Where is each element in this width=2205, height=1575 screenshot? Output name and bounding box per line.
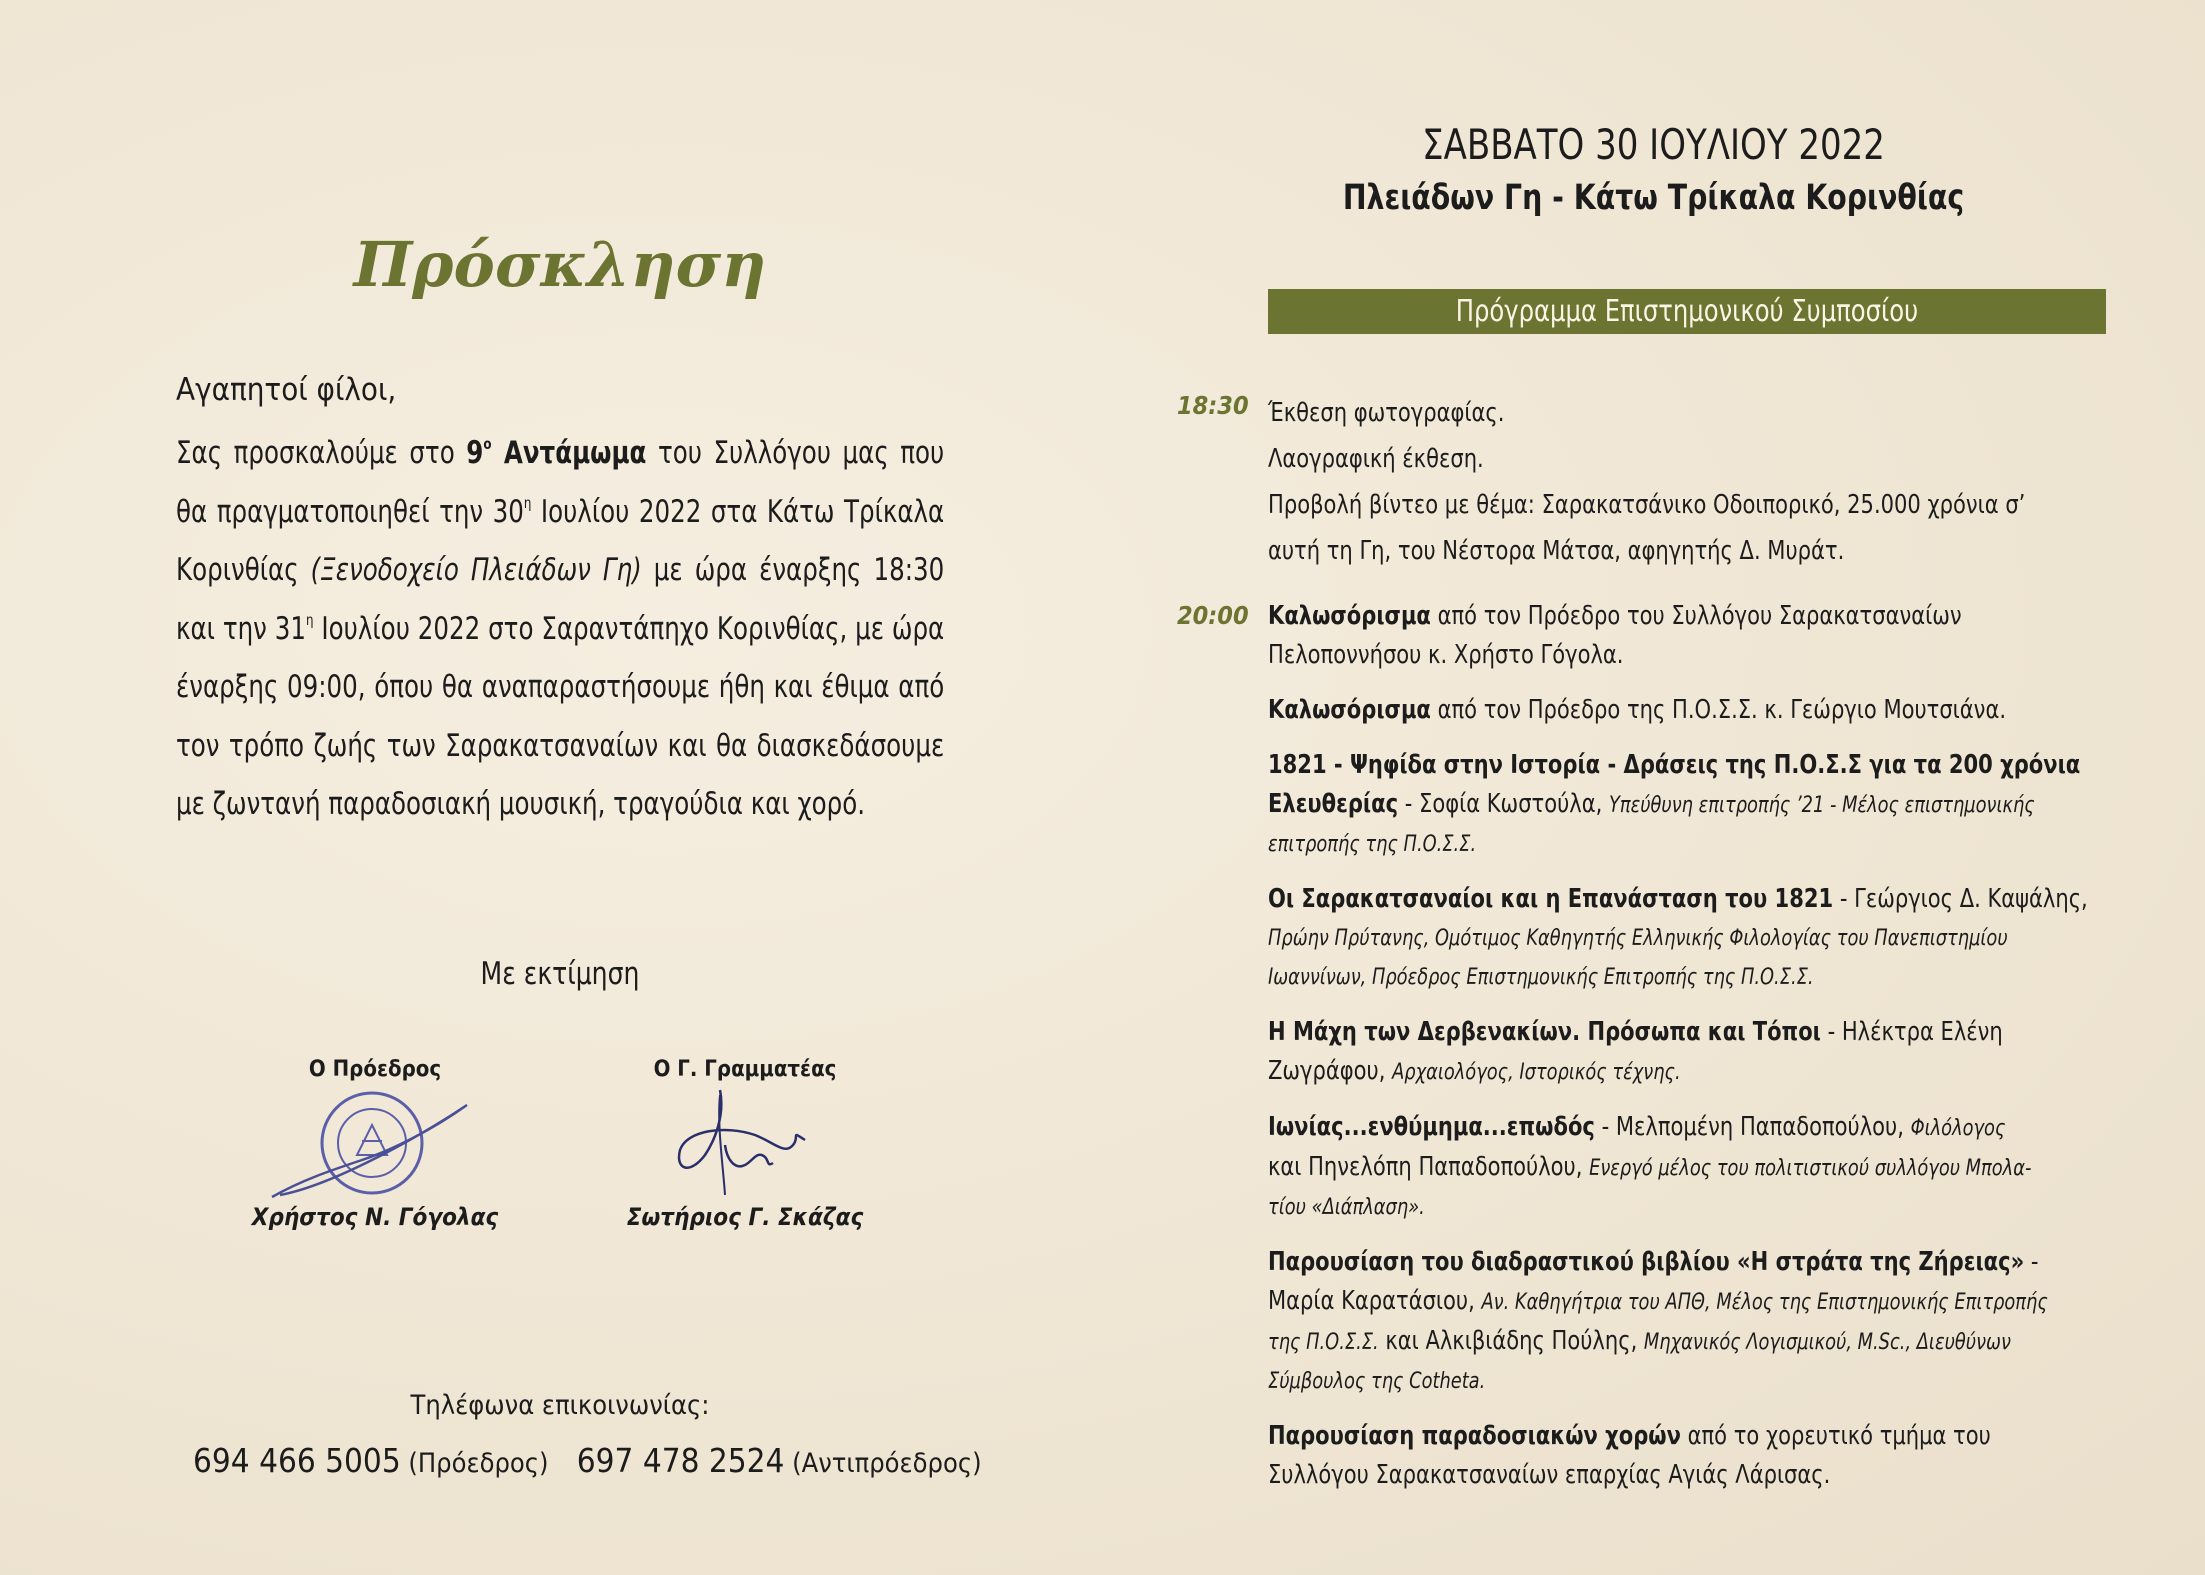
text-run: Ιουλίου 2022 στα Κάτω Τρίκαλα Κορινθίας — [176, 493, 945, 588]
item-title: Οι Σαρακατσαναίοι και η Επανάσταση του 1821 — [1268, 884, 1834, 914]
text-run: 9 — [466, 435, 484, 471]
text-run: - Σοφία Κωστούλα, — [1398, 789, 1609, 819]
text-run: από τον Πρόεδρο του Συλλόγου Σαρακατσαναίων — [1430, 601, 1962, 631]
superscript: ο — [483, 435, 492, 453]
item-title: Καλωσόρισμα — [1268, 695, 1431, 725]
text-run: και Αλκιβιάδης Πούλης, — [1378, 1326, 1644, 1356]
text-run: - Γεώργιος Δ. Καψάλης, — [1833, 884, 2088, 914]
speaker-role: Αρχαιολόγος, Ιστορικός τέχνης. — [1392, 1060, 1681, 1085]
phones-label: Τηλέφωνα επικοινωνίας: — [410, 1390, 710, 1421]
item-title: Ελευθερίας — [1268, 789, 1399, 819]
speaker-role: Αν. Καθηγήτρια του ΑΠΘ, Μέλος της Επιστημονικής Επιτροπής — [1481, 1290, 2048, 1315]
phone-vice-president[interactable]: 697 478 2524 — [576, 1441, 785, 1480]
program-block-1 — [1268, 390, 2110, 574]
program-item — [1268, 1322, 2110, 1362]
program-item — [1268, 597, 2110, 636]
phone-numbers — [193, 1441, 982, 1480]
program-line: Προβολή βίντεο με θέμα: Σαρακατσάνικο Οδοιπορικό, 25.000 χρόνια σ’ — [1268, 490, 2026, 520]
time-slot: 18:30 — [1177, 391, 1249, 420]
regards: Με εκτίμηση — [480, 956, 640, 992]
item-title: Η Μάχη των Δερβενακίων. Πρόσωπα και Τόποι — [1268, 1017, 1821, 1047]
text-run: και Πηνελόπη Παπαδοπούλου, — [1268, 1152, 1590, 1182]
program-banner — [1268, 289, 2106, 334]
program-block-2 — [1268, 597, 2110, 1495]
item-title: Παρουσίαση παραδοσιακών χορών — [1268, 1421, 1681, 1451]
text-run: - Μελπομένη Παπαδοπούλου, — [1594, 1112, 1911, 1142]
text-run: Σας προσκαλούμε στο — [176, 435, 467, 471]
president-stamp-signature — [262, 1085, 482, 1205]
invitation-page — [0, 0, 1102, 1575]
program-line: Πελοποννήσου κ. Χρήστο Γόγολα. — [1268, 640, 1624, 670]
superscript: η — [305, 610, 314, 629]
hotel-name: (Ξενοδοχείο Πλειάδων Γη) — [310, 552, 642, 588]
speaker-role: επιτροπής της Π.Ο.Σ.Σ. — [1268, 832, 1477, 857]
phone-president[interactable]: 694 466 5005 — [193, 1441, 401, 1480]
text-run: από το χορευτικό τμήμα του — [1680, 1421, 1991, 1451]
text-run: του Συλλόγου μας που θα πραγματοποιηθεί την 30 — [176, 435, 945, 530]
phone-note: (Αντιπρόεδρος) — [784, 1448, 982, 1479]
item-title: Παρουσίαση του διαδραστικού βιβλίου «Η στράτα της Ζήρειας» — [1268, 1247, 2025, 1277]
speaker-role: Ενεργό μέλος του πολιτιστικού συλλόγου Μπολα- — [1589, 1156, 2032, 1181]
program-line: Λαογραφική έκθεση. — [1268, 444, 1484, 474]
program-item — [1268, 1282, 2110, 1322]
speaker-role: τίου «Διάπλαση». — [1268, 1195, 1425, 1220]
president-title: Ο Πρόεδρος — [308, 1057, 442, 1082]
program-item — [1268, 880, 2110, 919]
banner-text: Πρόγραμμα Επιστημονικού Συμποσίου — [1455, 294, 1919, 329]
speaker-role: Μηχανικός Λογισμικού, M.Sc., Διευθύνων — [1643, 1330, 2011, 1355]
program-item — [1268, 746, 2110, 785]
item-title: Καλωσόρισμα — [1268, 601, 1431, 631]
program-page — [1102, 0, 2205, 1575]
item-title: Ιωνίας...ενθύμημα...επωδός — [1268, 1112, 1595, 1142]
text-run: Ζωγράφου, — [1268, 1056, 1393, 1086]
program-line: Συλλόγου Σαρακατσαναίων επαρχίας Αγιάς Λάρισας. — [1268, 1460, 1831, 1490]
event-number — [466, 435, 646, 471]
secretary-title: Ο Γ. Γραμματέας — [653, 1057, 837, 1082]
superscript: η — [523, 493, 532, 512]
speaker-role: Υπεύθυνη επιτροπής ’21 - Μέλος επιστημονικής — [1608, 793, 2035, 818]
speaker-role: Ιωαννίνων, Πρόεδρος Επιστημονικής Επιτροπής της Π.Ο.Σ.Σ. — [1268, 965, 1814, 990]
item-title: 1821 - Ψηφίδα στην Ιστορία - Δράσεις της Π.Ο.Σ.Σ για τα 200 χρόνια — [1268, 750, 2081, 780]
time-slot: 20:00 — [1177, 601, 1249, 630]
text-run: με ώρα έναρξης 18:30 και την 31 — [176, 552, 945, 647]
speaker-role: της Π.Ο.Σ.Σ. — [1268, 1330, 1379, 1355]
speaker-role: Φιλόλογος — [1910, 1116, 2006, 1141]
text-run: - — [2024, 1247, 2039, 1277]
event-name: Αντάμωμα — [503, 435, 647, 471]
invitation-title: Πρόσκληση — [353, 228, 767, 301]
text-run: Μαρία Καρατάσιου, — [1268, 1286, 1482, 1316]
program-item — [1268, 1108, 2110, 1148]
text-run: από τον Πρόεδρο της Π.Ο.Σ.Σ. κ. Γεώργιο Μουτσιάνα. — [1430, 695, 2007, 725]
speaker-role: Πρώην Πρύτανης, Ομότιμος Καθηγητής Ελληνικής Φιλολογίας του Πανεπιστημίου — [1268, 926, 2008, 951]
phone-note: (Πρόεδρος) — [400, 1448, 549, 1479]
secretary-name: Σωτήριος Γ. Σκάζας — [626, 1203, 864, 1231]
program-line: αυτή τη Γη, του Νέστορα Μάτσα, αφηγητής Δ. Μυράτ. — [1268, 536, 1845, 566]
program-line: Έκθεση φωτογραφίας. — [1268, 398, 1505, 428]
program-item — [1268, 691, 2110, 730]
event-date: ΣΑΒΒΑΤΟ 30 ΙΟΥΛΙΟΥ 2022 — [1422, 120, 1885, 169]
secretary-signature — [665, 1085, 815, 1200]
president-name: Χρήστος Ν. Γόγολας — [251, 1203, 499, 1231]
speaker-role: Σύμβουλος της Cotheta. — [1268, 1369, 1486, 1394]
invitation-body — [176, 424, 944, 834]
greeting: Αγαπητοί φίλοι, — [176, 372, 397, 408]
program-item — [1268, 1013, 2110, 1052]
program-item — [1268, 1148, 2110, 1188]
text-run: - Ηλέκτρα Ελένη — [1820, 1017, 2003, 1047]
program-item — [1268, 1243, 2110, 1282]
program-item — [1268, 1052, 2110, 1092]
program-item — [1268, 1417, 2110, 1456]
program-item — [1268, 785, 2110, 825]
text-run: Ιουλίου 2022 στο Σαραντάπηχο Κορινθίας, με ώρα έναρξης 09:00, όπου θα αναπαραστήσουμε ήθη και έθιμα από τον τρόπο ζωής των Σαρακατσαναίων και θα διασκεδάσουμε με ζωντανή παραδοσιακή μουσική, τραγούδια και χορό. — [176, 610, 945, 822]
event-venue: Πλειάδων Γη - Κάτω Τρίκαλα Κορινθίας — [1342, 178, 1965, 218]
